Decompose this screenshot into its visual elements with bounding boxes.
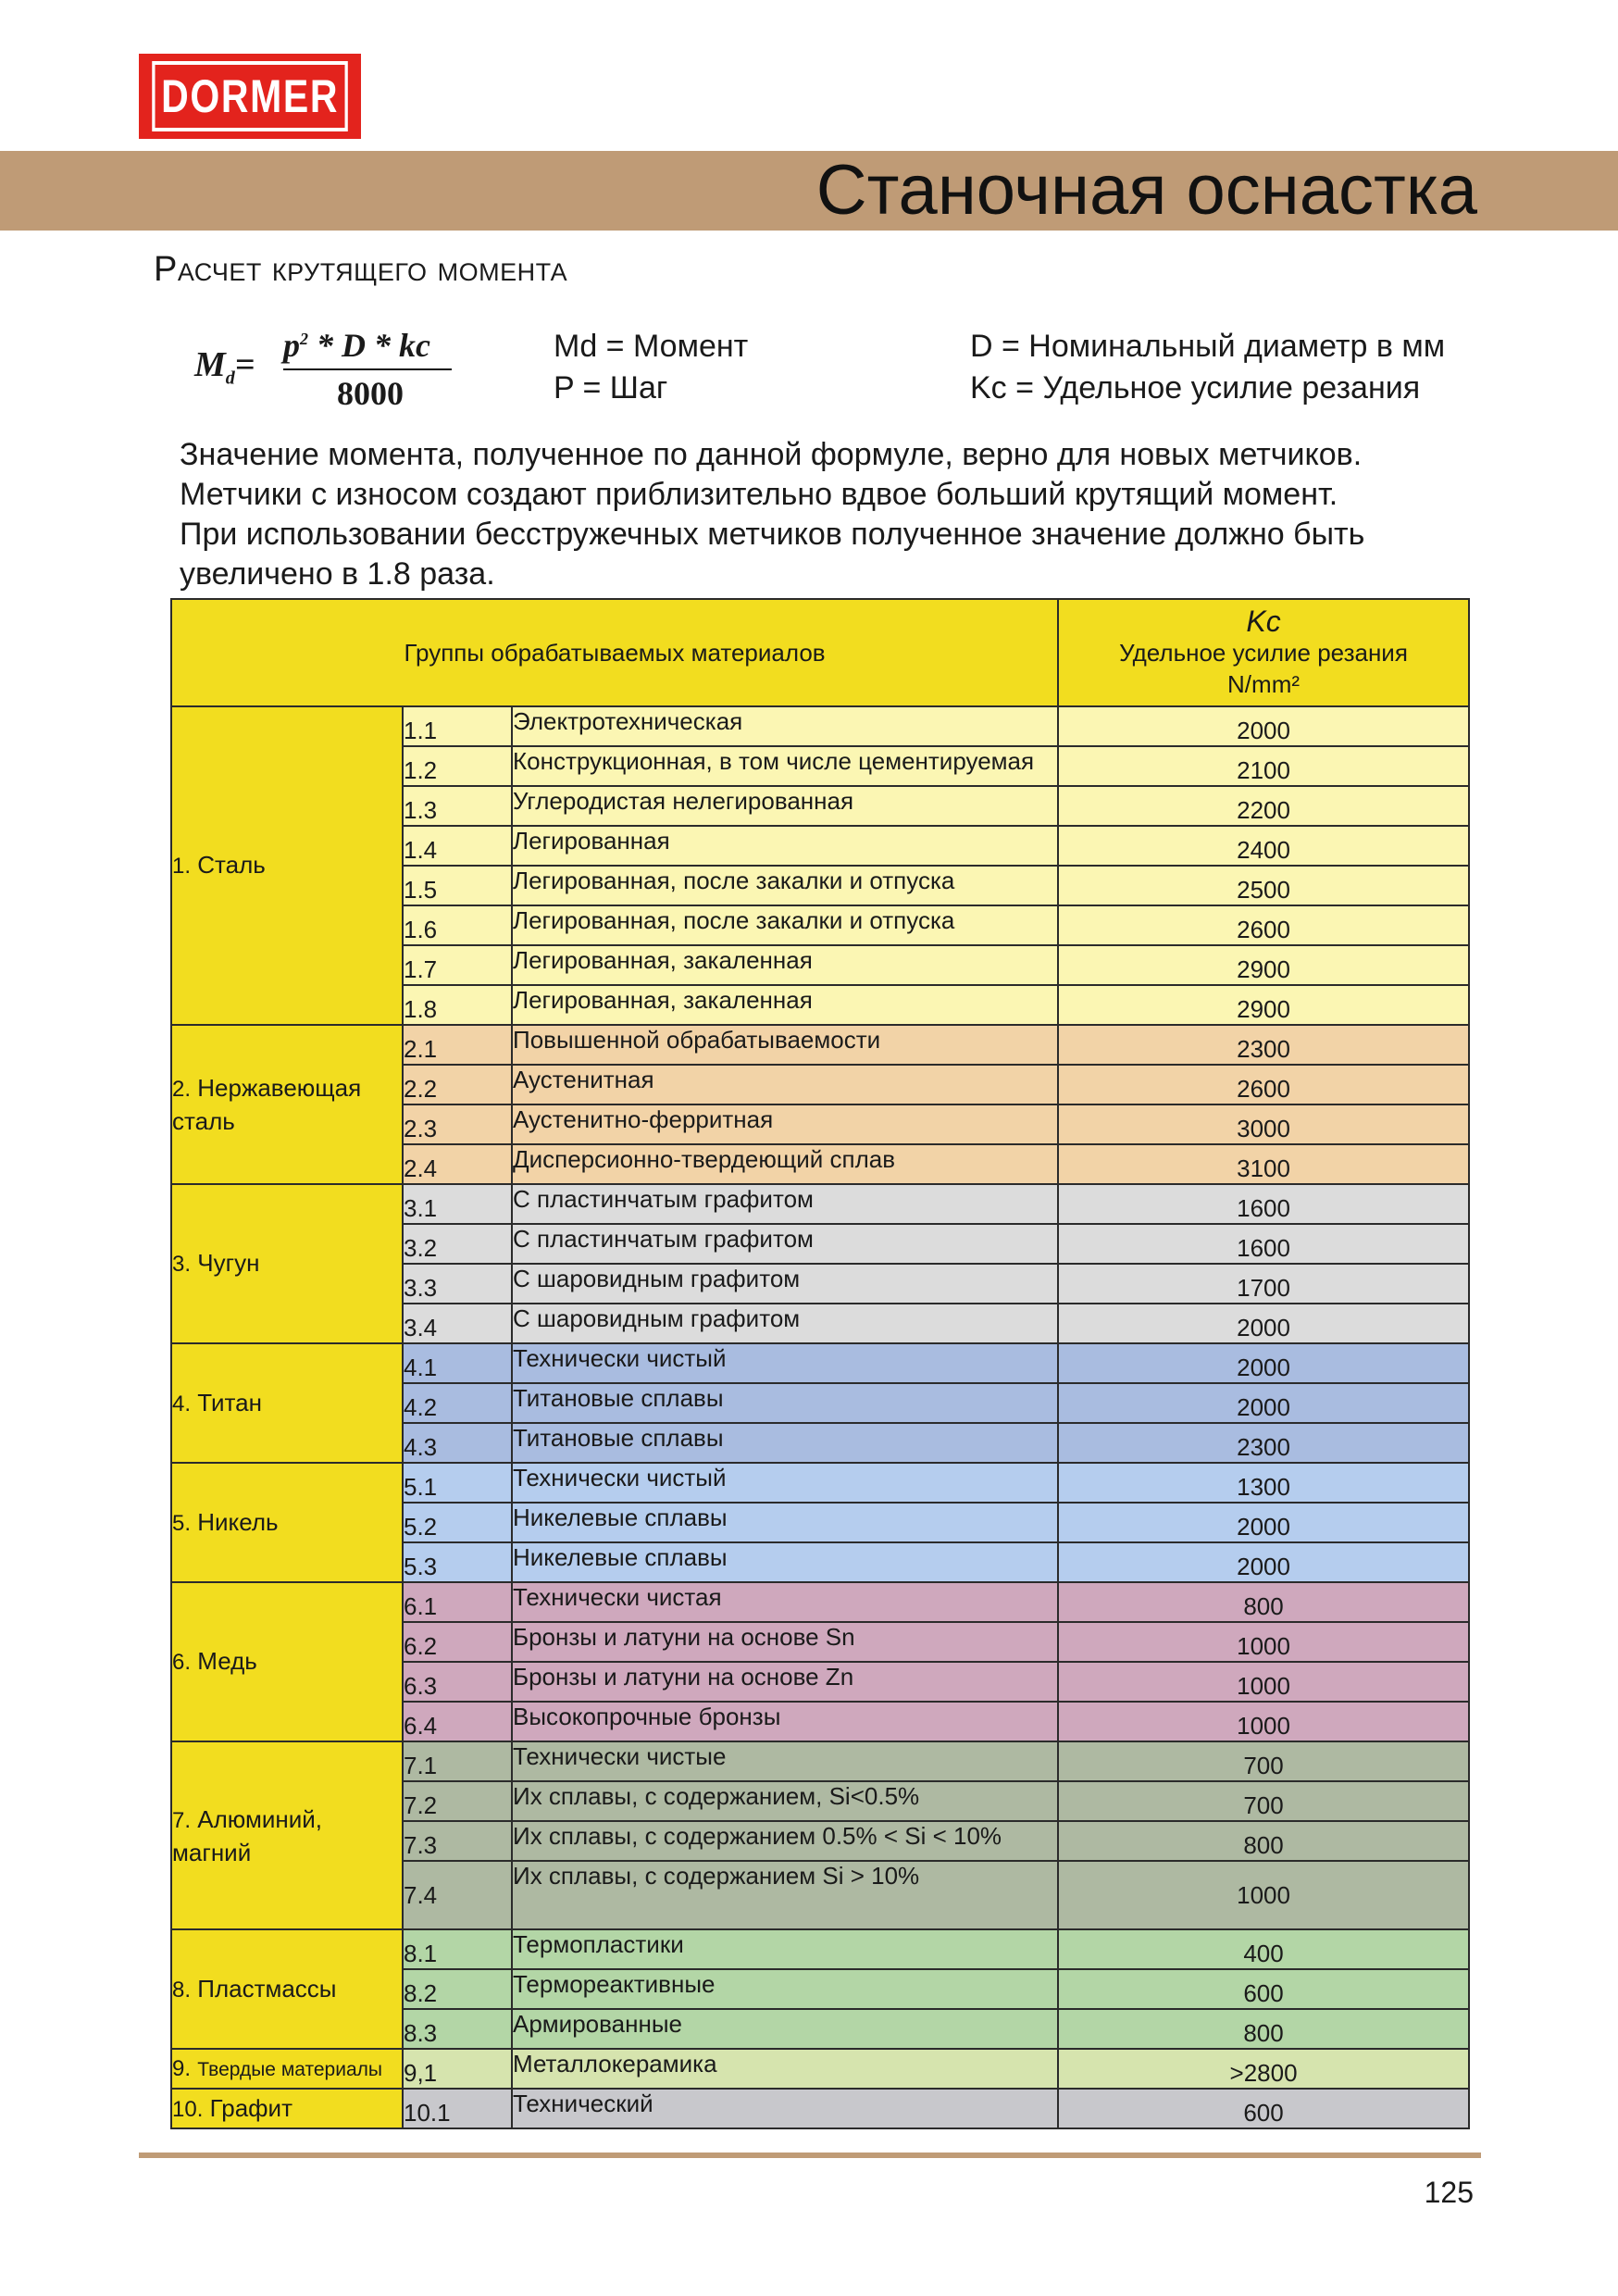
material-description-cell: Никелевые сплавы (512, 1503, 1058, 1542)
material-group-cell (171, 1741, 403, 1929)
kc-value-cell: 2100 (1058, 746, 1469, 786)
group-number: 10. (172, 2096, 204, 2122)
header-kc (1058, 599, 1469, 706)
formula-legend-left (554, 326, 748, 409)
material-code-cell: 7.1 (403, 1741, 512, 1781)
material-code-cell: 6.2 (403, 1622, 512, 1662)
material-description-cell: Их сплавы, с содержанием Si > 10% (512, 1861, 1058, 1929)
formula-numerator: $p^2$ * D * kc (283, 327, 430, 364)
table-body (171, 706, 1469, 2128)
group-number: 7. (172, 1807, 192, 1833)
header-kc-symbol: Kc (1246, 605, 1281, 638)
kc-value-cell: 1600 (1058, 1184, 1469, 1224)
material-code-cell: 4.1 (403, 1343, 512, 1383)
material-group-cell (171, 2089, 403, 2128)
kc-value-cell: 2000 (1058, 1503, 1469, 1542)
table-row (171, 1929, 1469, 1969)
kc-value-cell: 2300 (1058, 1423, 1469, 1463)
group-name: Алюминий, магний (172, 1804, 322, 1866)
material-description-cell: Технически чистый (512, 1463, 1058, 1503)
group-name: Твердые материалы (197, 2059, 382, 2080)
kc-table (170, 598, 1470, 2129)
kc-value-cell: 2000 (1058, 1343, 1469, 1383)
material-description-cell: Металлокерамика (512, 2049, 1058, 2089)
group-number: 9. (172, 2056, 192, 2081)
formula-legend-right (970, 326, 1445, 409)
material-code-cell: 2.2 (403, 1065, 512, 1104)
legend-md: Md = Момент (554, 329, 749, 364)
kc-value-cell: 2000 (1058, 1542, 1469, 1582)
group-number: 3. (172, 1252, 192, 1277)
group-name: Нержавеющая сталь (172, 1074, 362, 1135)
material-description-cell: С шаровидным графитом (512, 1304, 1058, 1343)
material-code-cell: 2.4 (403, 1144, 512, 1184)
group-name: Титан (197, 1388, 262, 1416)
material-code-cell: 1.7 (403, 945, 512, 985)
section-title: Расчет крутящего момента (154, 250, 568, 289)
fraction-line (283, 368, 452, 370)
formula-lhs: $M_d=$ (194, 345, 255, 389)
material-group-cell (171, 1582, 403, 1741)
kc-value-cell: 2000 (1058, 1383, 1469, 1423)
header-kc-label: Удельное усилие резания (1119, 639, 1408, 667)
material-description-cell: Аустенитная (512, 1065, 1058, 1104)
material-code-cell: 4.2 (403, 1383, 512, 1423)
material-description-cell: Конструкционная, в том числе цементируемая (512, 746, 1058, 786)
kc-value-cell: 3000 (1058, 1104, 1469, 1144)
material-group-cell (171, 1184, 403, 1343)
material-code-cell: 3.4 (403, 1304, 512, 1343)
kc-value-cell: 800 (1058, 1582, 1469, 1622)
kc-value-cell: >2800 (1058, 2049, 1469, 2089)
kc-value-cell: 400 (1058, 1929, 1469, 1969)
kc-value-cell: 2400 (1058, 826, 1469, 866)
group-name: Графит (209, 2093, 292, 2122)
group-number: 5. (172, 1510, 192, 1536)
material-code-cell: 1.6 (403, 905, 512, 945)
header-kc-unit: N/mm² (1227, 670, 1301, 698)
title-bar (0, 151, 1618, 231)
table-row (171, 2049, 1469, 2089)
material-description-cell: Технически чистая (512, 1582, 1058, 1622)
table-row (171, 1343, 1469, 1383)
material-code-cell: 1.3 (403, 786, 512, 826)
kc-value-cell: 1600 (1058, 1224, 1469, 1264)
material-code-cell: 5.1 (403, 1463, 512, 1503)
kc-value-cell: 2300 (1058, 1025, 1469, 1065)
kc-value-cell: 2000 (1058, 1304, 1469, 1343)
material-code-cell: 7.4 (403, 1861, 512, 1929)
group-name: Сталь (197, 851, 266, 879)
table-row (171, 2089, 1469, 2128)
material-code-cell: 9,1 (403, 2049, 512, 2089)
kc-value-cell: 1700 (1058, 1264, 1469, 1304)
material-code-cell: 3.1 (403, 1184, 512, 1224)
material-code-cell: 3.3 (403, 1264, 512, 1304)
material-description-cell: С шаровидным графитом (512, 1264, 1058, 1304)
logo-text: DORMER (152, 61, 348, 131)
material-description-cell: Титановые сплавы (512, 1423, 1058, 1463)
kc-value-cell: 800 (1058, 1821, 1469, 1861)
material-code-cell: 2.3 (403, 1104, 512, 1144)
kc-value-cell: 2600 (1058, 1065, 1469, 1104)
material-description-cell: С пластинчатым графитом (512, 1224, 1058, 1264)
group-number: 4. (172, 1391, 192, 1416)
kc-value-cell: 700 (1058, 1781, 1469, 1821)
group-name: Медь (197, 1647, 257, 1675)
material-description-cell: Их сплавы, с содержанием 0.5% < Si < 10% (512, 1821, 1058, 1861)
material-group-cell (171, 1025, 403, 1184)
group-number: 8. (172, 1977, 192, 2003)
material-group-cell (171, 2049, 403, 2089)
material-description-cell: Никелевые сплавы (512, 1542, 1058, 1582)
material-description-cell: Бронзы и латуни на основе Sn (512, 1622, 1058, 1662)
material-code-cell: 2.1 (403, 1025, 512, 1065)
material-description-cell: Легированная, после закалки и отпуска (512, 905, 1058, 945)
table-header-row (171, 599, 1469, 706)
group-number: 6. (172, 1650, 192, 1675)
material-code-cell: 6.1 (403, 1582, 512, 1622)
material-code-cell: 6.4 (403, 1702, 512, 1741)
material-code-cell: 4.3 (403, 1423, 512, 1463)
material-description-cell: Технический (512, 2089, 1058, 2128)
material-group-cell (171, 1463, 403, 1582)
material-code-cell: 6.3 (403, 1662, 512, 1702)
material-group-cell (171, 1929, 403, 2049)
table-row (171, 1463, 1469, 1503)
material-description-cell: Легированная (512, 826, 1058, 866)
kc-value-cell: 2200 (1058, 786, 1469, 826)
dormer-logo (139, 54, 361, 139)
kc-value-cell: 2900 (1058, 985, 1469, 1025)
material-description-cell: Их сплавы, с содержанием, Si<0.5% (512, 1781, 1058, 1821)
table-row (171, 1025, 1469, 1065)
material-code-cell: 1.1 (403, 706, 512, 746)
kc-value-cell: 600 (1058, 2089, 1469, 2128)
intro-line: При использовании бесстружечных метчиков полученное значение должно быть увеличено в 1.8 раза. (180, 517, 1365, 592)
material-code-cell: 7.3 (403, 1821, 512, 1861)
material-description-cell: Титановые сплавы (512, 1383, 1058, 1423)
kc-value-cell: 700 (1058, 1741, 1469, 1781)
material-description-cell: Электротехническая (512, 706, 1058, 746)
material-description-cell: Повышенной обрабатываемости (512, 1025, 1058, 1065)
kc-value-cell: 3100 (1058, 1144, 1469, 1184)
kc-value-cell: 600 (1058, 1969, 1469, 2009)
group-name: Никель (197, 1507, 279, 1536)
legend-kc: Kc = Удельное усилие резания (970, 370, 1421, 406)
kc-value-cell: 1000 (1058, 1861, 1469, 1929)
material-code-cell: 1.8 (403, 985, 512, 1025)
material-code-cell: 7.2 (403, 1781, 512, 1821)
material-description-cell: Легированная, после закалки и отпуска (512, 866, 1058, 905)
material-description-cell: Армированные (512, 2009, 1058, 2049)
group-name: Чугун (197, 1249, 260, 1277)
material-description-cell: Технически чистый (512, 1343, 1058, 1383)
material-code-cell: 8.1 (403, 1929, 512, 1969)
material-description-cell: Термореактивные (512, 1969, 1058, 2009)
group-number: 1. (172, 854, 192, 879)
kc-value-cell: 1000 (1058, 1662, 1469, 1702)
kc-value-cell: 1300 (1058, 1463, 1469, 1503)
material-code-cell: 5.3 (403, 1542, 512, 1582)
material-code-cell: 10.1 (403, 2089, 512, 2128)
material-description-cell: Легированная, закаленная (512, 945, 1058, 985)
table-row (171, 706, 1469, 746)
material-description-cell: Бронзы и латуни на основе Zn (512, 1662, 1058, 1702)
material-group-cell (171, 1343, 403, 1463)
kc-value-cell: 2600 (1058, 905, 1469, 945)
material-description-cell: С пластинчатым графитом (512, 1184, 1058, 1224)
kc-value-cell: 800 (1058, 2009, 1469, 2049)
intro-text (180, 435, 1494, 594)
group-number: 2. (172, 1077, 192, 1102)
material-code-cell: 8.3 (403, 2009, 512, 2049)
material-code-cell: 8.2 (403, 1969, 512, 2009)
material-description-cell: Углеродистая нелегированная (512, 786, 1058, 826)
material-group-cell (171, 706, 403, 1025)
material-description-cell: Технически чистые (512, 1741, 1058, 1781)
material-code-cell: 5.2 (403, 1503, 512, 1542)
page-number: 125 (1424, 2176, 1474, 2209)
material-description-cell: Легированная, закаленная (512, 985, 1058, 1025)
intro-line: Значение момента, полученное по данной формуле, верно для новых метчиков. (180, 437, 1363, 472)
legend-d: D = Номинальный диаметр в мм (970, 329, 1446, 364)
kc-value-cell: 1000 (1058, 1622, 1469, 1662)
header-material-groups: Группы обрабатываемых материалов (171, 599, 1058, 706)
kc-value-cell: 2000 (1058, 706, 1469, 746)
table-row (171, 1582, 1469, 1622)
kc-value-cell: 2900 (1058, 945, 1469, 985)
material-description-cell: Высокопрочные бронзы (512, 1702, 1058, 1741)
material-description-cell: Дисперсионно-твердеющий сплав (512, 1144, 1058, 1184)
material-description-cell: Термопластики (512, 1929, 1058, 1969)
intro-line: Метчики с износом создают приблизительно вдвое больший крутящий момент. (180, 477, 1338, 512)
kc-value-cell: 1000 (1058, 1702, 1469, 1741)
page-title: Станочная оснастка (815, 151, 1477, 230)
table-row (171, 1741, 1469, 1781)
material-code-cell: 1.5 (403, 866, 512, 905)
torque-formula (191, 326, 468, 428)
footer-divider (139, 2152, 1481, 2158)
kc-value-cell: 2500 (1058, 866, 1469, 905)
group-name: Пластмассы (197, 1974, 337, 2003)
material-description-cell: Аустенитно-ферритная (512, 1104, 1058, 1144)
table-row (171, 1184, 1469, 1224)
legend-p: P = Шаг (554, 370, 668, 406)
material-code-cell: 1.2 (403, 746, 512, 786)
material-code-cell: 1.4 (403, 826, 512, 866)
material-code-cell: 3.2 (403, 1224, 512, 1264)
formula-denominator: 8000 (337, 375, 404, 412)
